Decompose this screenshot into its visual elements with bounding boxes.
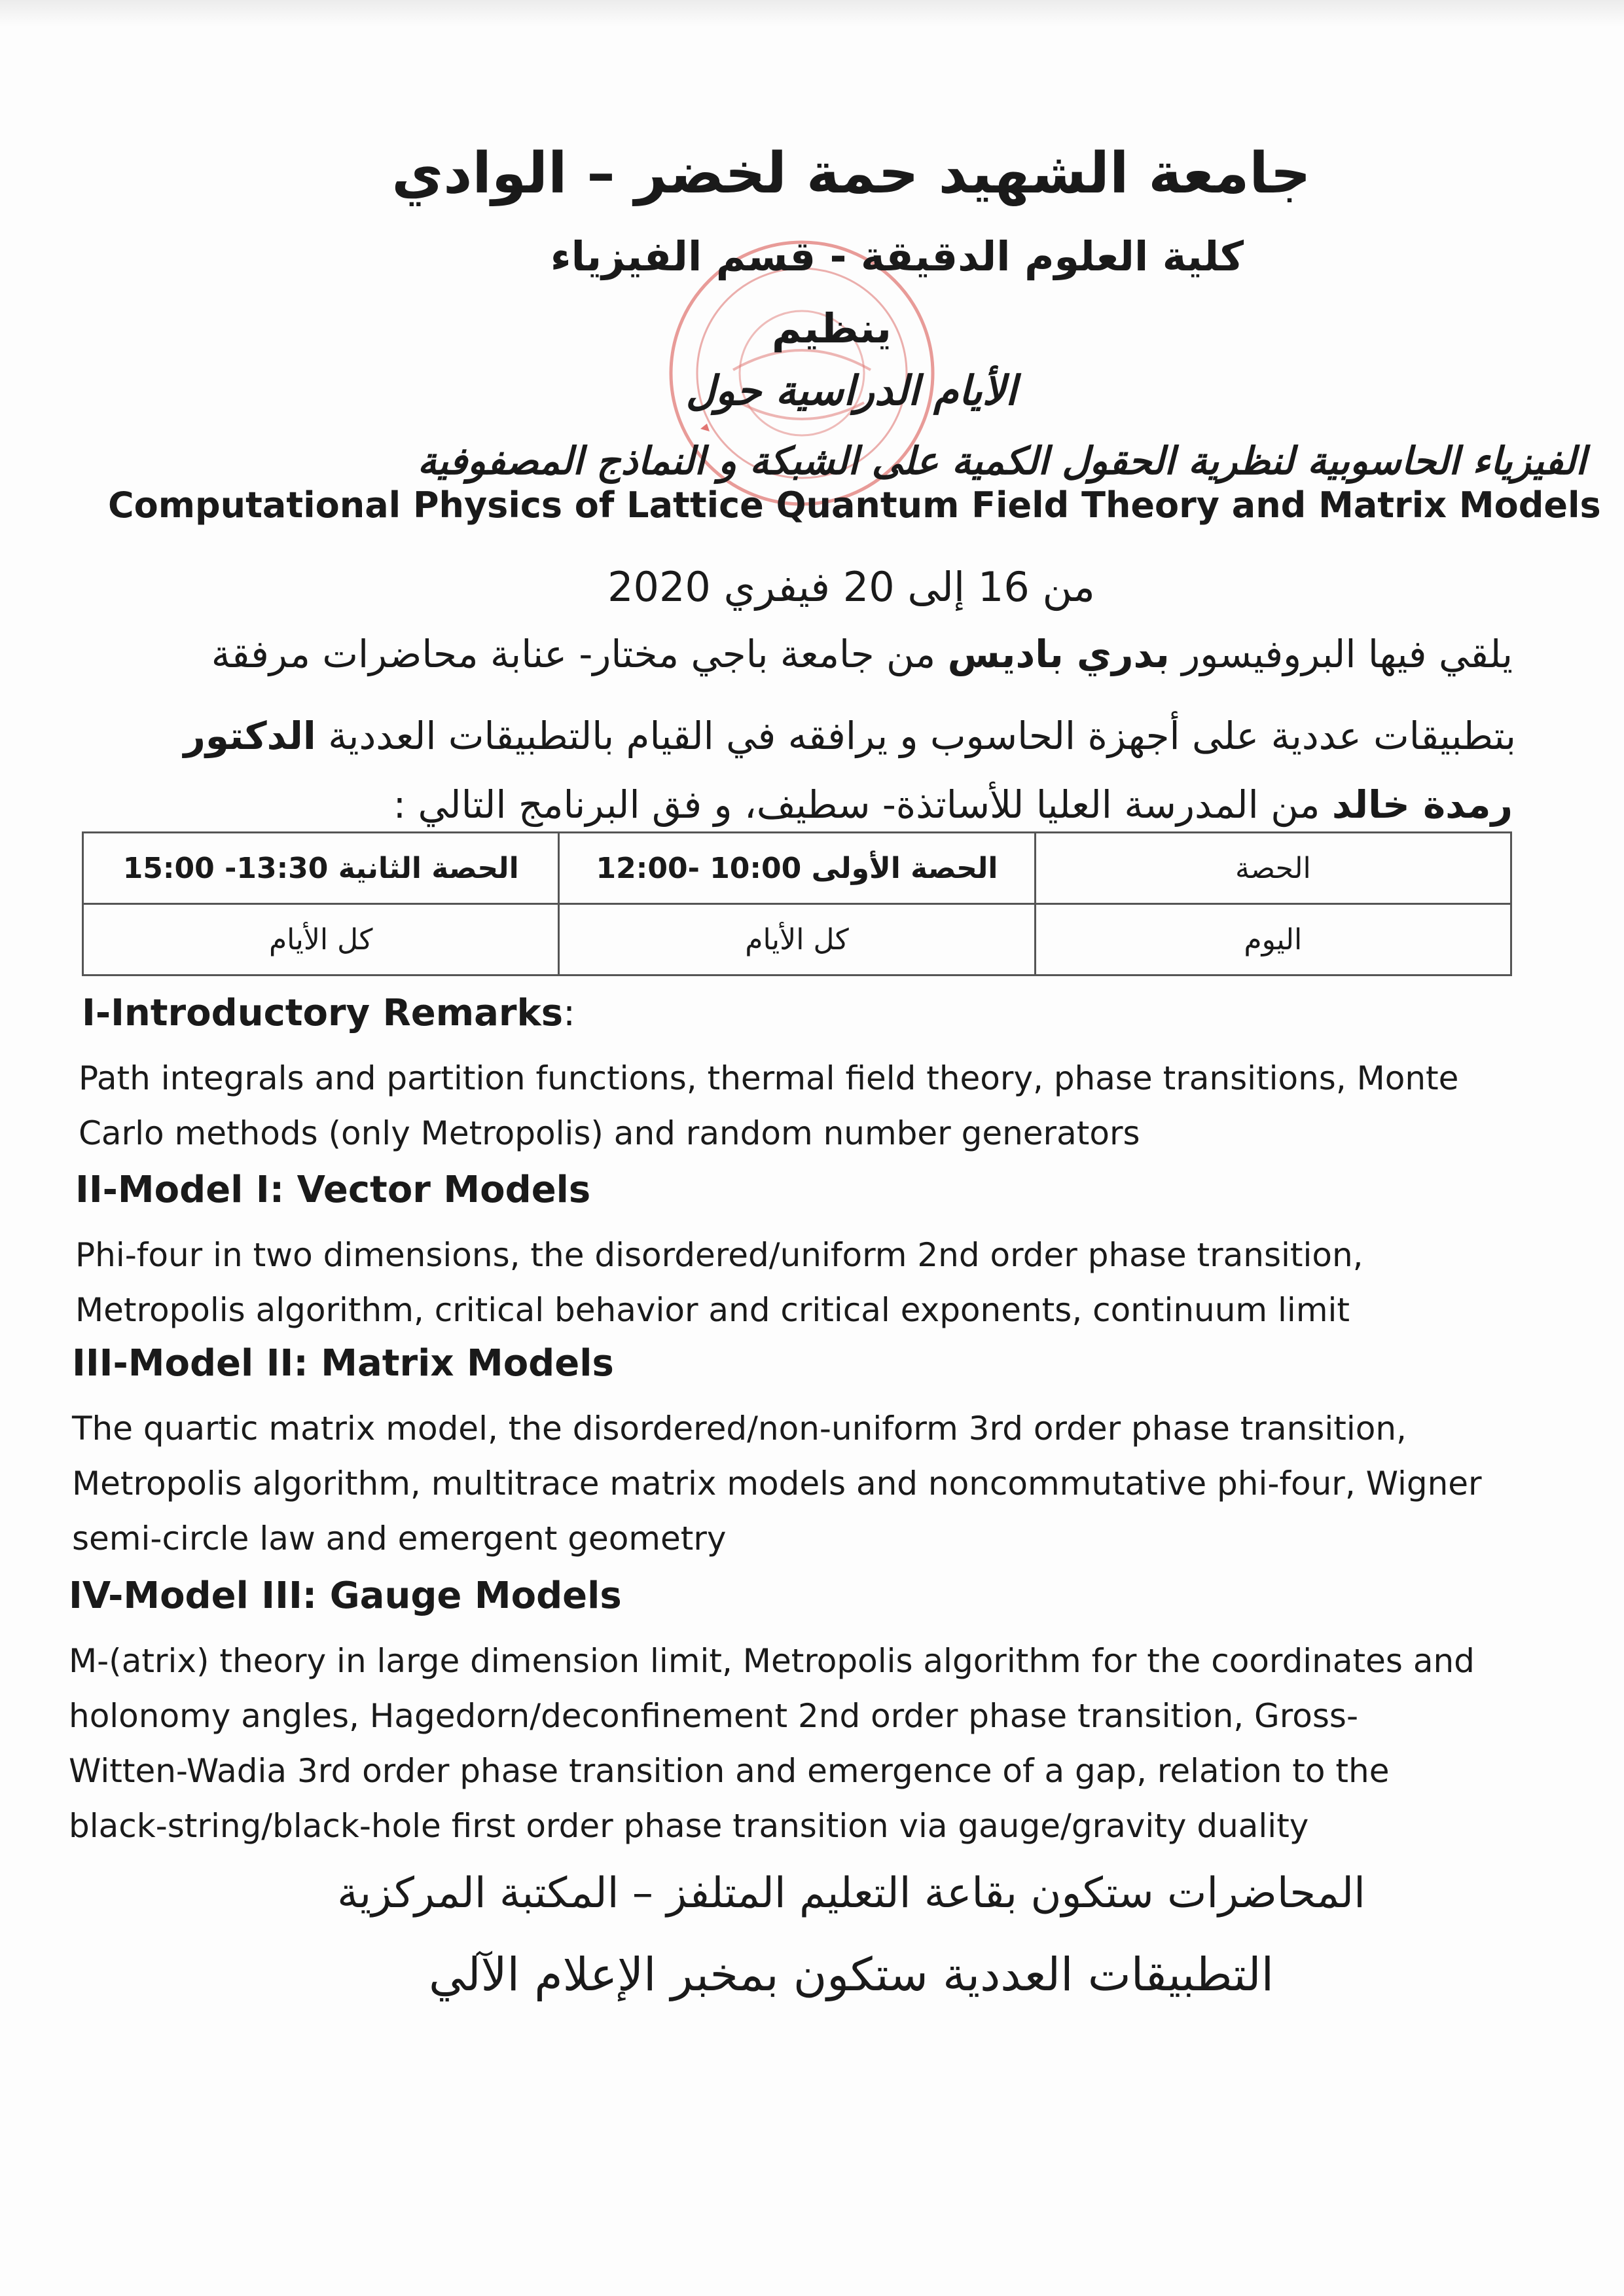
- practicals-venue: التطبيقات العددية ستكون بمخبر الإعلام الآلي: [428, 1948, 1274, 2001]
- section-line: The quartic matrix model, the disordered/non-uniform 3rd order phase transition,: [72, 1410, 1407, 1448]
- section-body: [72, 1401, 1482, 1566]
- schedule-header-cell: الحصة الثانية 13:30- 15:00: [83, 833, 559, 904]
- doctor-title: الدكتور: [183, 714, 316, 758]
- professor-name: بدري باديس: [947, 632, 1170, 676]
- schedule-row: [83, 904, 1511, 975]
- schedule-cell: كل الأيام: [83, 904, 559, 975]
- section-line: Metropolis algorithm, multitrace matrix models and noncommutative phi-four, Wigner: [72, 1465, 1482, 1503]
- event-dates: من 16 إلى 20 فيفري 2020: [607, 563, 1095, 611]
- study-days-label: الأيام الدراسية حول: [685, 367, 1017, 414]
- event-title-english: Computational Physics of Lattice Quantum Field Theory and Matrix Models: [108, 484, 1601, 526]
- section-line: Witten-Wadia 3rd order phase transition and emergence of a gap, relation to the: [69, 1752, 1390, 1790]
- section-line: black-string/black-hole first order phase transition via gauge/gravity duality: [69, 1807, 1309, 1845]
- section-line: semi-circle law and emergent geometry: [72, 1520, 727, 1558]
- schedule-cell: كل الأيام: [559, 904, 1035, 975]
- section-heading: IV-Model III: Gauge Models: [69, 1575, 622, 1617]
- section-heading: II-Model I: Vector Models: [75, 1169, 591, 1211]
- lectures-venue: المحاضرات ستكون بقاعة التعليم المتلفز – المكتبة المركزية: [337, 1869, 1365, 1918]
- section-body: [69, 1633, 1475, 1853]
- intro-line-3: رمدة خالد من المدرسة العليا للأساتذة- سطيف، و فق البرنامج التالي :: [393, 782, 1513, 827]
- schedule-table: [82, 831, 1512, 976]
- section-body: [75, 1228, 1363, 1338]
- section-line: Path integrals and partition functions, thermal field theory, phase transitions, Monte: [79, 1059, 1459, 1097]
- scan-edge: [0, 0, 1624, 26]
- schedule-header-row: [83, 833, 1511, 904]
- section-line: Phi-four in two dimensions, the disordered/uniform 2nd order phase transition,: [75, 1236, 1363, 1274]
- section-line: Carlo methods (only Metropolis) and random number generators: [79, 1114, 1140, 1152]
- doctor-name: رمدة خالد: [1331, 782, 1513, 827]
- section-line: holonomy angles, Hagedorn/deconfinement 2nd order phase transition, Gross-: [69, 1697, 1358, 1735]
- intro-line-1: يلقي فيها البروفيسور بدري باديس من جامعة باجي مختار- عنابة محاضرات مرفقة: [211, 632, 1513, 676]
- intro-line-2: بتطبيقات عددية على أجهزة الحاسوب و يرافقه في القيام بالتطبيقات العددية الدكتور: [183, 714, 1516, 758]
- organizes-label: ينظيم: [772, 304, 892, 352]
- section-line: Metropolis algorithm, critical behavior and critical exponents, continuum limit: [75, 1291, 1350, 1329]
- university-name: جامعة الشهيد حمة لخضر – الوادي: [391, 141, 1311, 206]
- schedule-header-cell: الحصة: [1035, 833, 1511, 904]
- section-line: M-(atrix) theory in large dimension limit, Metropolis algorithm for the coordinates and: [69, 1642, 1475, 1680]
- section-body: [79, 1051, 1458, 1161]
- schedule-header-cell: الحصة الأولى 10:00 -12:00: [559, 833, 1035, 904]
- schedule-cell: اليوم: [1035, 904, 1511, 975]
- event-title-arabic: الفيزياء الحاسوبية لنظرية الحقول الكمية على الشبكة و النماذج المصفوفية: [417, 439, 1587, 483]
- section-heading: III-Model II: Matrix Models: [72, 1342, 614, 1385]
- faculty-name: كلية العلوم الدقيقة - قسم الفيزياء: [550, 232, 1244, 280]
- section-heading: I-Introductory Remarks:: [82, 992, 575, 1034]
